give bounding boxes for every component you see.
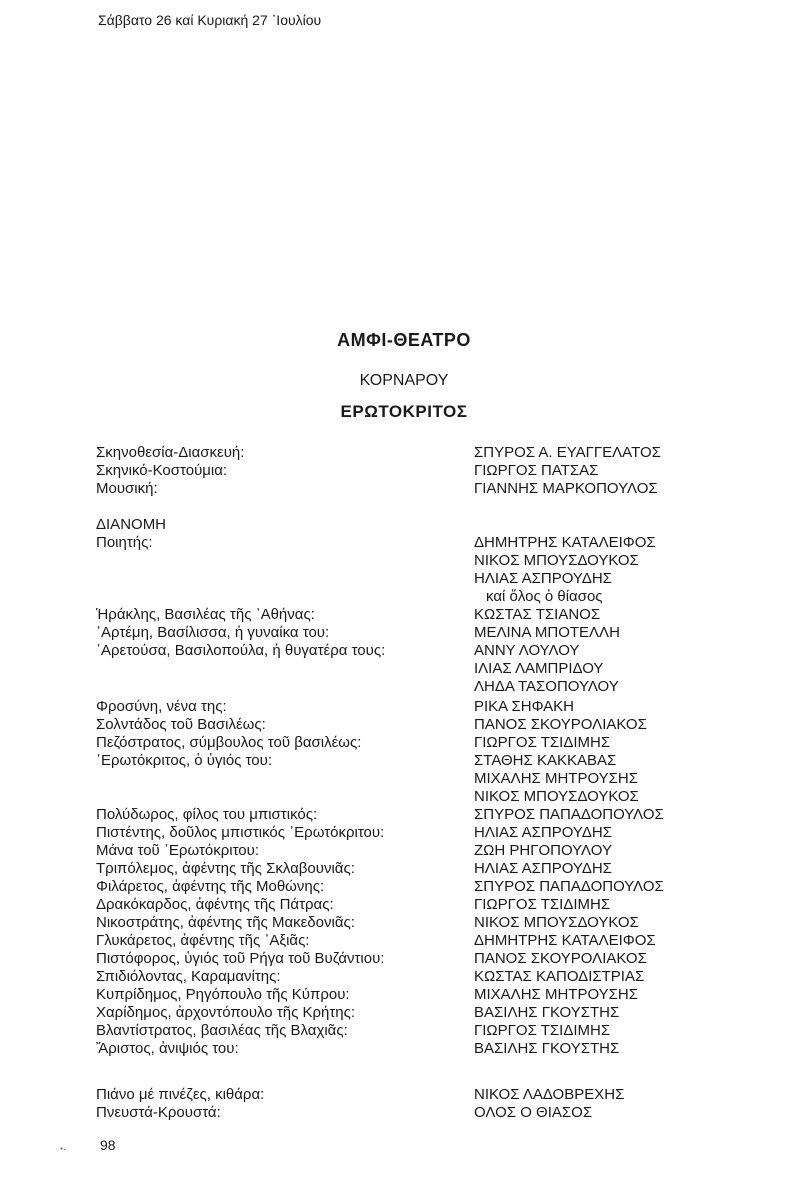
credit-actor: ΚΩΣΤΑΣ ΚΑΠΟΔΙΣΤΡΙΑΣ [474,968,645,985]
credit-row [0,752,808,770]
credit-role: Πιάνο μέ πινέζες, κιθάρα: [96,1086,265,1103]
credit-actor: ΜΙΧΑΛΗΣ ΜΗΤΡΟΥΣΗΣ [474,770,639,787]
credit-role: Ποιητής: [96,534,153,551]
credit-row [0,534,808,552]
play-title: ΕΡΩΤΟΚΡΙΤΟΣ [340,402,468,421]
credit-row [0,1040,808,1058]
credit-row [0,896,808,914]
credit-row [0,716,808,734]
credit-row [0,678,808,696]
credit-role: Δρακόκαρδος, ἀφέντης τῆς Πάτρας: [96,896,334,913]
credit-role: Πιστέντης, δοῦλος μπιστικός ᾿Ερωτόκριτου: [96,824,385,841]
credit-role: ᾿Ερωτόκριτος, ὁ ὑγιός του: [96,752,272,769]
credit-row [0,624,808,642]
section-title: ΑΜΦΙ-ΘΕΑΤΡΟ [337,330,471,350]
credit-role: Φροσύνη, νένα της: [96,698,227,715]
page-number: 98 [100,1137,116,1153]
credit-row [0,552,808,570]
credit-role: Γλυκάρετος, ἀφέντης τῆς ᾿Αξιᾶς: [96,932,310,949]
credit-row [0,480,808,498]
credit-actor: ΓΙΑΝΝΗΣ ΜΑΡΚΟΠΟΥΛΟΣ [474,480,658,497]
credit-role: Βλαντίστρατος, βασιλέας τῆς Βλαχιᾶς: [96,1022,348,1039]
credit-role: Τριπόλεμος, ἀφέντης τῆς Σκλαβουνιᾶς: [96,860,355,877]
credit-role: Ἡράκλης, Βασιλέας τῆς ᾿Αθήνας: [96,606,315,623]
credit-role: Ἄριστος, ἀνιψιός του: [96,1040,239,1057]
credit-role: Νικοστράτης, ἀφέντης τῆς Μακεδονιᾶς: [96,914,355,931]
credit-role: Πεζόστρατος, σύμβουλος τοῦ βασιλέως: [96,734,362,751]
credit-actor: ΗΛΙΑΣ ΑΣΠΡΟΥΔΗΣ [474,860,612,877]
credit-role: Σολντάδος τοῦ Βασιλέως: [96,716,266,733]
credit-row [0,516,808,534]
credit-role: Σκηνοθεσία-Διασκευή: [96,444,245,461]
credit-actor: ΣΠΥΡΟΣ Α. ΕΥΑΓΓΕΛΑΤΟΣ [474,444,661,461]
scan-speck-icon [60,1147,67,1151]
credit-actor: ΜΙΧΑΛΗΣ ΜΗΤΡΟΥΣΗΣ [474,986,639,1003]
play-author: ΚΟΡΝΑΡΟΥ [359,372,449,389]
credit-role: ᾿Αρετούσα, Βασιλοπούλα, ἡ θυγατέρα τους: [96,642,386,659]
credit-row [0,642,808,660]
credit-role: Σκηνικό-Κοστούμια: [96,462,228,479]
credit-actor: ΝΙΚΟΣ ΜΠΟΥΣΔΟΥΚΟΣ [474,914,639,931]
credit-actor: ΙΛΙΑΣ ΛΑΜΠΡΙΔΟΥ [474,660,604,677]
credit-actor: ΗΛΙΑΣ ΑΣΠΡΟΥΔΗΣ [474,570,612,587]
credit-actor: ΟΛΟΣ Ο ΘΙΑΣΟΣ [474,1104,593,1121]
credit-row [0,842,808,860]
credit-row [0,606,808,624]
page-header-date: Σάββατο 26 καί Κυριακή 27 ᾿Ιουλίου [98,12,322,28]
credit-actor: ΖΩΗ ΡΗΓΟΠΟΥΛΟΥ [474,842,612,859]
credit-row [0,570,808,588]
credit-actor: ΓΙΩΡΓΟΣ ΤΣΙΔΙΜΗΣ [474,1022,611,1039]
credit-actor: ΡΙΚΑ ΣΗΦΑΚΗ [474,698,575,715]
credit-row [0,878,808,896]
credit-row [0,660,808,678]
credit-actor: ΔΗΜΗΤΡΗΣ ΚΑΤΑΛΕΙΦΟΣ [474,932,656,949]
credit-row [0,444,808,462]
credit-actor: ΓΙΩΡΓΟΣ ΤΣΙΔΙΜΗΣ [474,734,611,751]
credit-role: Χαρίδημος, ἀρχοντόπουλο τῆς Κρήτης: [96,1004,356,1021]
credit-role: Μάνα τοῦ ᾿Ερωτόκριτου: [96,842,260,859]
credit-actor: ΒΑΣΙΛΗΣ ΓΚΟΥΣΤΗΣ [474,1040,620,1057]
credit-row [0,860,808,878]
credit-role: Σπιδιόλοντας, Καραμανίτης: [96,968,281,985]
credit-role: Φιλάρετος, ἀφέντης τῆς Μοθώνης: [96,878,325,895]
credit-actor: ΝΙΚΟΣ ΜΠΟΥΣΔΟΥΚΟΣ [474,552,639,569]
credit-row [0,806,808,824]
credit-row [0,1104,808,1122]
credit-actor: ΣΠΥΡΟΣ ΠΑΠΑΔΟΠΟΥΛΟΣ [474,806,664,823]
credit-row [0,824,808,842]
credit-row [0,770,808,788]
credit-row [0,914,808,932]
credit-actor: ΠΑΝΟΣ ΣΚΟΥΡΟΛΙΑΚΟΣ [474,716,647,733]
credit-actor: ΚΩΣΤΑΣ ΤΣΙΑΝΟΣ [474,606,601,623]
credit-actor: ΗΛΙΑΣ ΑΣΠΡΟΥΔΗΣ [474,824,612,841]
credit-actor: ΠΑΝΟΣ ΣΚΟΥΡΟΛΙΑΚΟΣ [474,950,647,967]
credit-actor: ΜΕΛΙΝΑ ΜΠΟΤΕΛΛΗ [474,624,620,641]
credit-role: Πνευστά-Κρουστά: [96,1104,221,1121]
credit-actor: καί ὅλος ὁ θίασος [486,588,603,605]
credit-actor: ΝΙΚΟΣ ΛΑΔΟΒΡΕΧΗΣ [474,1086,625,1103]
credit-actor: ΣΠΥΡΟΣ ΠΑΠΑΔΟΠΟΥΛΟΣ [474,878,664,895]
credit-row [0,698,808,716]
credit-row [0,734,808,752]
credit-row [0,788,808,806]
credit-row [0,950,808,968]
credit-actor: ΓΙΩΡΓΟΣ ΠΑΤΣΑΣ [474,462,599,479]
credit-actor: ΝΙΚΟΣ ΜΠΟΥΣΔΟΥΚΟΣ [474,788,639,805]
credit-row [0,968,808,986]
credit-actor: ΔΗΜΗΤΡΗΣ ΚΑΤΑΛΕΙΦΟΣ [474,534,656,551]
credit-actor: ΓΙΩΡΓΟΣ ΤΣΙΔΙΜΗΣ [474,896,611,913]
credit-actor: ΒΑΣΙΛΗΣ ΓΚΟΥΣΤΗΣ [474,1004,620,1021]
credit-actor: ΣΤΑΘΗΣ ΚΑΚΚΑΒΑΣ [474,752,617,769]
credit-role: ΔΙΑΝΟΜΗ [96,516,167,533]
credit-row [0,932,808,950]
credit-row [0,1086,808,1104]
credit-actor: ΑΝΝΥ ΛΟΥΛΟΥ [474,642,580,659]
credit-row [0,462,808,480]
credit-role: Πιστόφορος, ὑγιός τοῦ Ρήγα τοῦ Βυζάντιου: [96,950,385,967]
credit-role: Κυπρίδημος, Ρηγόπουλο τῆς Κύπρου: [96,986,350,1003]
credit-row [0,588,808,606]
credit-row [0,1004,808,1022]
credit-actor: ΛΗΔΑ ΤΑΣΟΠΟΥΛΟΥ [474,678,619,695]
credit-row [0,986,808,1004]
credit-row [0,1022,808,1040]
credit-role: Πολύδωρος, φίλος του μπιστικός: [96,806,318,823]
credit-role: ᾿Αρτέμη, Βασίλισσα, ἡ γυναίκα του: [96,624,330,641]
credit-role: Μουσική: [96,480,158,497]
